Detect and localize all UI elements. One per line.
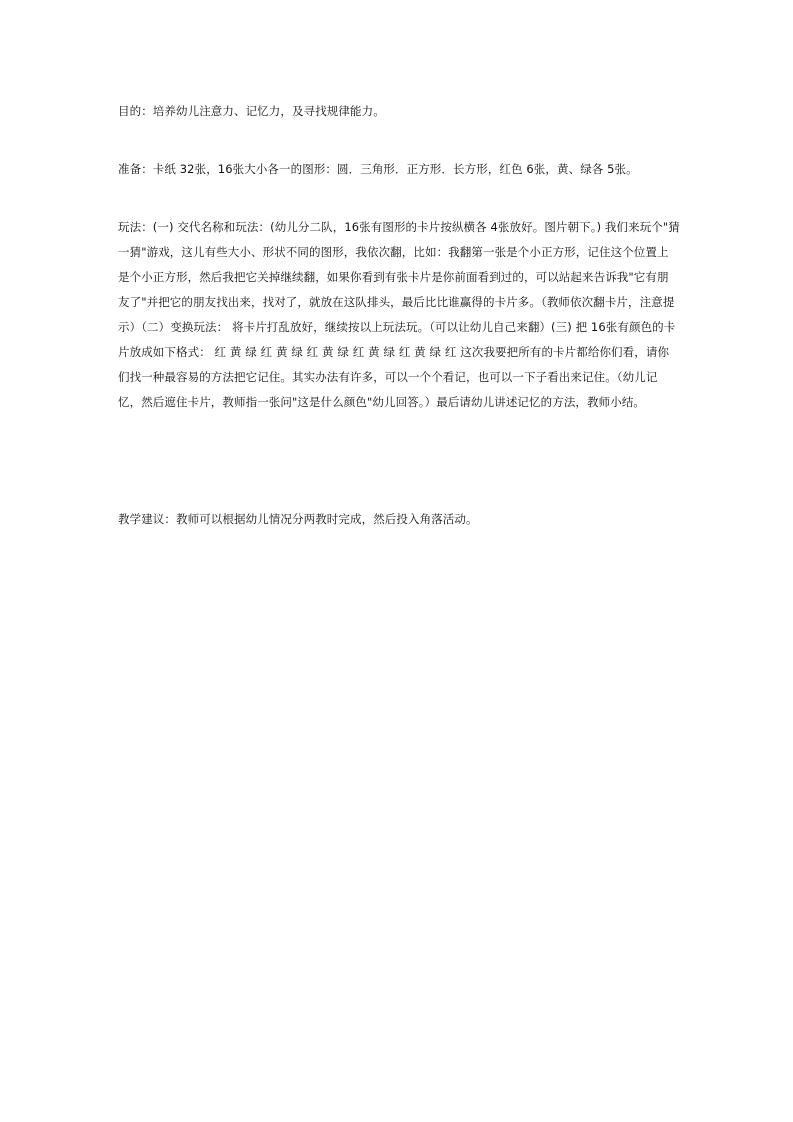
- teaching-advice-paragraph: 教学建议：教师可以根据幼儿情况分两教时完成，然后投入角落活动。: [118, 512, 478, 526]
- preparation-paragraph: 准备：卡纸 32张，16张大小各一的图形：圆．三角形．正方形．长方形，红色 6张，黄、绿各 5张。: [118, 162, 638, 176]
- purpose-paragraph: 目的：培养幼儿注意力、记忆力，及寻找规律能力。: [118, 104, 385, 118]
- gameplay-paragraph: 玩法：(一) 交代名称和玩法：(幼儿分二队，16张有图形的卡片按纵横各 4张放好。图片朝下。) 我们来玩个"猜一猜"游戏，这儿有些大小、形状不同的图形，我依次翻，比如：我翻第一张是个小正方形，记住这个位置上是个小正方形，然后我把它关掉继续翻，如果你看到有张卡片是你前面看到过的，可以站起来告诉我"它有朋友了"并把它的朋友找出来，找对了，就放在这队排头，最后比比谁赢得的卡片多。（教师依次翻卡片，注意提示）（二）变换玩法： 将卡片打乱放好，继续按以上玩法玩。（可以让幼儿自己来翻）(三) 把 16张有颜色的卡片放成如下格式： 红 黄 绿 红 黄 绿 红 黄 绿 红 黄 绿 红 黄 绿 红 这次我要把所有的卡片都给你们看，请你们找一种最容易的方法把它记住。其实办法有许多，可以一个个看记，也可以一下子看出来记住。（幼儿记忆，然后遮住卡片，教师指一张问"这是什么颜色"幼儿回答。）最后请幼儿讲述记忆的方法，教师小结。: [118, 220, 680, 409]
